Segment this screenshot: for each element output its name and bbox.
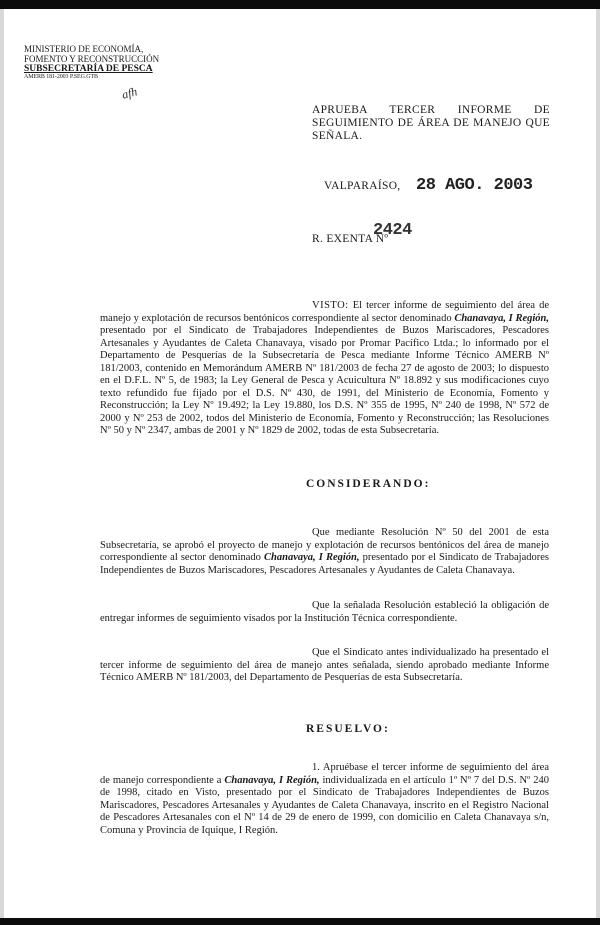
- sector-name: Chanavaya, I Región,: [264, 552, 360, 563]
- sector-name: Chanavaya, I Región,: [224, 774, 320, 786]
- considerando-paragraph-1: Que mediante Resolución Nº 50 del 2001 de esta Subsecretaría, se aprobó el proyecto de manejo y explotación de recursos bentónicos del área de manejo correspondiente al sector denominado Chanavaya, I Región, presentado por el Sindicato de Trabajadores Independientes de Buzos Mariscadores, Pescadores Artesanales y Ayudantes de Caleta Chanavaya.: [100, 527, 549, 576]
- letterhead: [24, 44, 204, 81]
- scan-border-left: [0, 9, 4, 918]
- subsecretaria-name: SUBSECRETARÍA DE PESCA: [24, 64, 153, 74]
- considerando-heading: CONSIDERANDO:: [306, 478, 431, 490]
- considerando-paragraph-3: Que el Sindicato antes individualizado ha presentado el tercer informe de seguimiento del área de manejo antes señalada, siendo aprobado mediante Informe Técnico AMERB Nº 181/2003, del Departamento de Pesquerías de esta Subsecretaría.: [100, 647, 549, 683]
- resuelvo-paragraph-1: 1. Apruébase el tercer informe de seguimiento del área de manejo correspondiente a Chanavaya, I Región, individualizada en el artículo 1º Nº 7 del D.S. Nº 240 de 1998, citado en Visto, presentado por el Sindicato de Trabajadores Independientes de Buzos Mariscadores, Pescadores Artesanales y Ayudantes de Caleta Chanavaya, inscrito en el Registro Nacional de Pescadores Artesanales con el Nº 14 de 29 de enero de 1999, con domicilio en Caleta Chanavaya s/n, Comuna y Provincia de Iquique, I Región.: [100, 762, 549, 836]
- resolution-number: 2424: [373, 221, 412, 240]
- date-stamp: 28 AGO. 2003: [416, 176, 533, 195]
- ministry-line-2: FOMENTO Y RECONSTRUCCIÓN: [24, 54, 160, 64]
- resolution-label: R. EXENTA Nº: [312, 233, 389, 245]
- document-subject: APRUEBA TERCER INFORME DE SEGUIMIENTO DE ÁREA DE MANEJO QUE SEÑALA.: [312, 104, 550, 142]
- sector-name: Chanavaya, I Región,: [454, 312, 550, 324]
- place-label: VALPARAÍSO,: [324, 180, 401, 192]
- visto-label: VISTO:: [312, 300, 349, 311]
- visto-paragraph: VISTO: El tercer informe de seguimiento del área de manejo y explotación de recursos bentónicos correspondiente al sector denominado Chanavaya, I Región, presentado por el Sindicato de Trabajadores Independientes de Buzos Mariscadores, Pescadores Artesanales y Ayudantes de Caleta Chanavaya, visado por Promar Pacífico Ltda.; lo informado por el Departamento de Pesquerías de la Subsecretaría de Pesca mediante Informe Técnico AMERB Nº 181/2003, contenido en Memorándum AMERB Nº 181/2003 de fecha 27 de agosto de 2003; lo dispuesto en el D.F.L. Nº 5, de 1983; la Ley General de Pesca y Acuicultura Nº 18.892 y sus modificaciones cuyo texto refundido fue fijado por el D.S. Nº 430, de 1991, del Ministerio de Economía, Fomento y Reconstrucción; la Ley Nº 19.492; la Ley 19.880, los D.S. Nº 355 de 1995, Nº 240 de 1998, Nº 572 de 2000 y Nº 253 de 2002, todos del Ministerio de Economía, Fomento y Reconstrucción; las Resoluciones Nº 50 y Nº 2347, ambas de 2001 y Nº 1829 de 2002, todas de esta Subsecretaría.: [100, 300, 550, 436]
- scan-border-bottom: [0, 918, 600, 925]
- handwritten-initials: afh: [120, 84, 139, 102]
- scan-border-top: [0, 0, 600, 9]
- scan-border-right: [596, 9, 600, 918]
- ministry-line-1: MINISTERIO DE ECONOMÍA,: [24, 44, 144, 54]
- resuelvo-heading: RESUELVO:: [306, 723, 390, 735]
- reference-code: AMERB 181-2003 P.SEG.GTB: [24, 74, 98, 80]
- considerando-paragraph-2: Que la señalada Resolución estableció la obligación de entregar informes de seguimiento visados por la Institución Técnica correspondiente.: [100, 600, 549, 624]
